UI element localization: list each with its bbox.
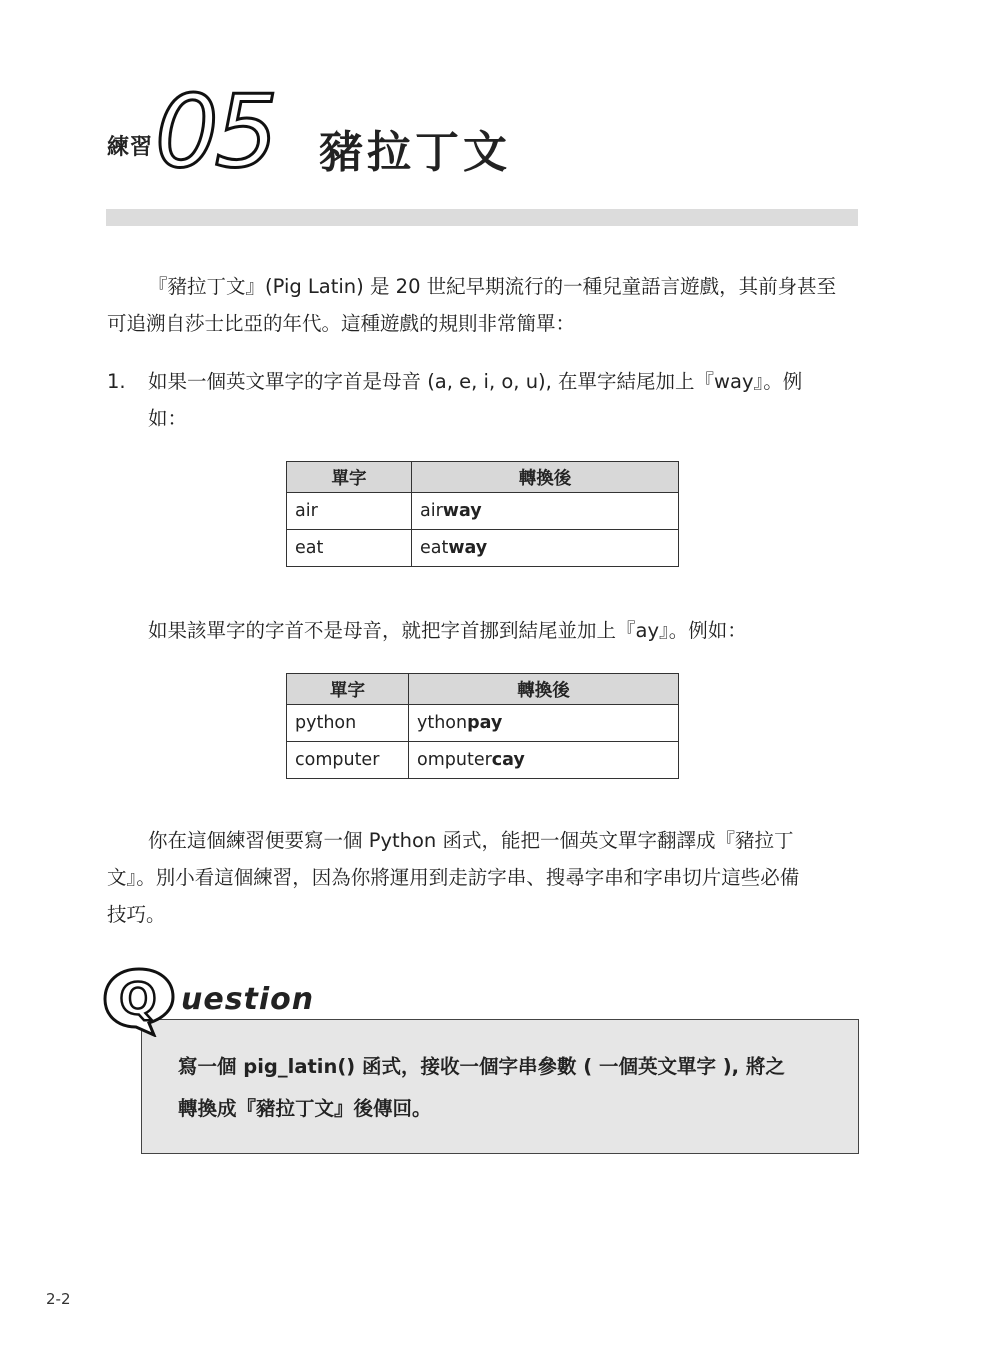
table-row	[287, 530, 679, 567]
table-2-cell-converted	[409, 742, 679, 779]
table-2-cell-word: computer	[287, 742, 409, 779]
table-row	[287, 705, 679, 742]
outro-line-3: 技巧。	[107, 903, 166, 926]
question-heading: uestion	[181, 982, 315, 1017]
table-2-header-converted: 轉換後	[409, 674, 679, 705]
question-logo-icon	[102, 965, 176, 1037]
question-box	[141, 1019, 859, 1154]
table-1-header-converted: 轉換後	[412, 462, 679, 493]
exercise-number: 05	[155, 73, 275, 190]
table-1-header-word: 單字	[287, 462, 412, 493]
exercise-label: 練習	[107, 135, 154, 160]
vowel-examples-table	[286, 461, 679, 567]
exercise-title: 豬拉丁文	[319, 127, 511, 178]
table-row	[287, 742, 679, 779]
converted-suffix: way	[442, 501, 482, 521]
intro-line-1: 『豬拉丁文』(Pig Latin) 是 20 世紀早期流行的一種兒童語言遊戲，其前身甚至	[148, 275, 837, 298]
rule-1-number: 1.	[107, 370, 126, 393]
rule-2-text: 如果該單字的字首不是母音，就把字首挪到結尾並加上『ay』。例如：	[148, 619, 747, 642]
rule-1	[107, 363, 859, 437]
header-divider	[106, 209, 858, 226]
converted-stem: eat	[420, 538, 449, 558]
table-2-cell-word: python	[287, 705, 409, 742]
question-logo-letter: Q	[119, 974, 157, 1025]
table-1-cell-converted	[412, 530, 679, 567]
converted-suffix: cay	[491, 750, 525, 770]
intro-line-2: 可追溯自莎士比亞的年代。這種遊戲的規則非常簡單：	[107, 312, 576, 335]
converted-stem: ython	[417, 713, 468, 733]
outro-line-2: 文』。別小看這個練習，因為你將運用到走訪字串、搜尋字串和字串切片這些必備	[107, 866, 800, 889]
outro-line-1: 你在這個練習便要寫一個 Python 函式，能把一個英文單字翻譯成『豬拉丁	[148, 829, 794, 852]
table-row	[287, 493, 679, 530]
rule-1-line-1: 如果一個英文單字的字首是母音 (a, e, i, o, u), 在單字結尾加上『way』。例	[148, 370, 803, 393]
question-line-2: 轉換成『豬拉丁文』後傳回。	[178, 1097, 432, 1120]
converted-suffix: way	[448, 538, 488, 558]
converted-suffix: pay	[467, 713, 503, 733]
table-2-cell-converted	[409, 705, 679, 742]
table-1-cell-word: eat	[287, 530, 412, 567]
question-line-1: 寫一個 pig_latin() 函式，接收一個字串參數 ( 一個英文單字 ), 將之	[178, 1055, 785, 1078]
converted-stem: omputer	[417, 750, 492, 770]
table-2-header-word: 單字	[287, 674, 409, 705]
rule-1-line-2: 如：	[148, 407, 188, 430]
page-number: 2-2	[46, 1290, 71, 1308]
converted-stem: air	[420, 501, 443, 521]
exercise-header	[107, 73, 867, 200]
consonant-examples-table	[286, 673, 679, 779]
table-1-cell-converted	[412, 493, 679, 530]
table-1-cell-word: air	[287, 493, 412, 530]
outro-paragraph	[107, 822, 859, 933]
intro-paragraph	[107, 268, 859, 342]
